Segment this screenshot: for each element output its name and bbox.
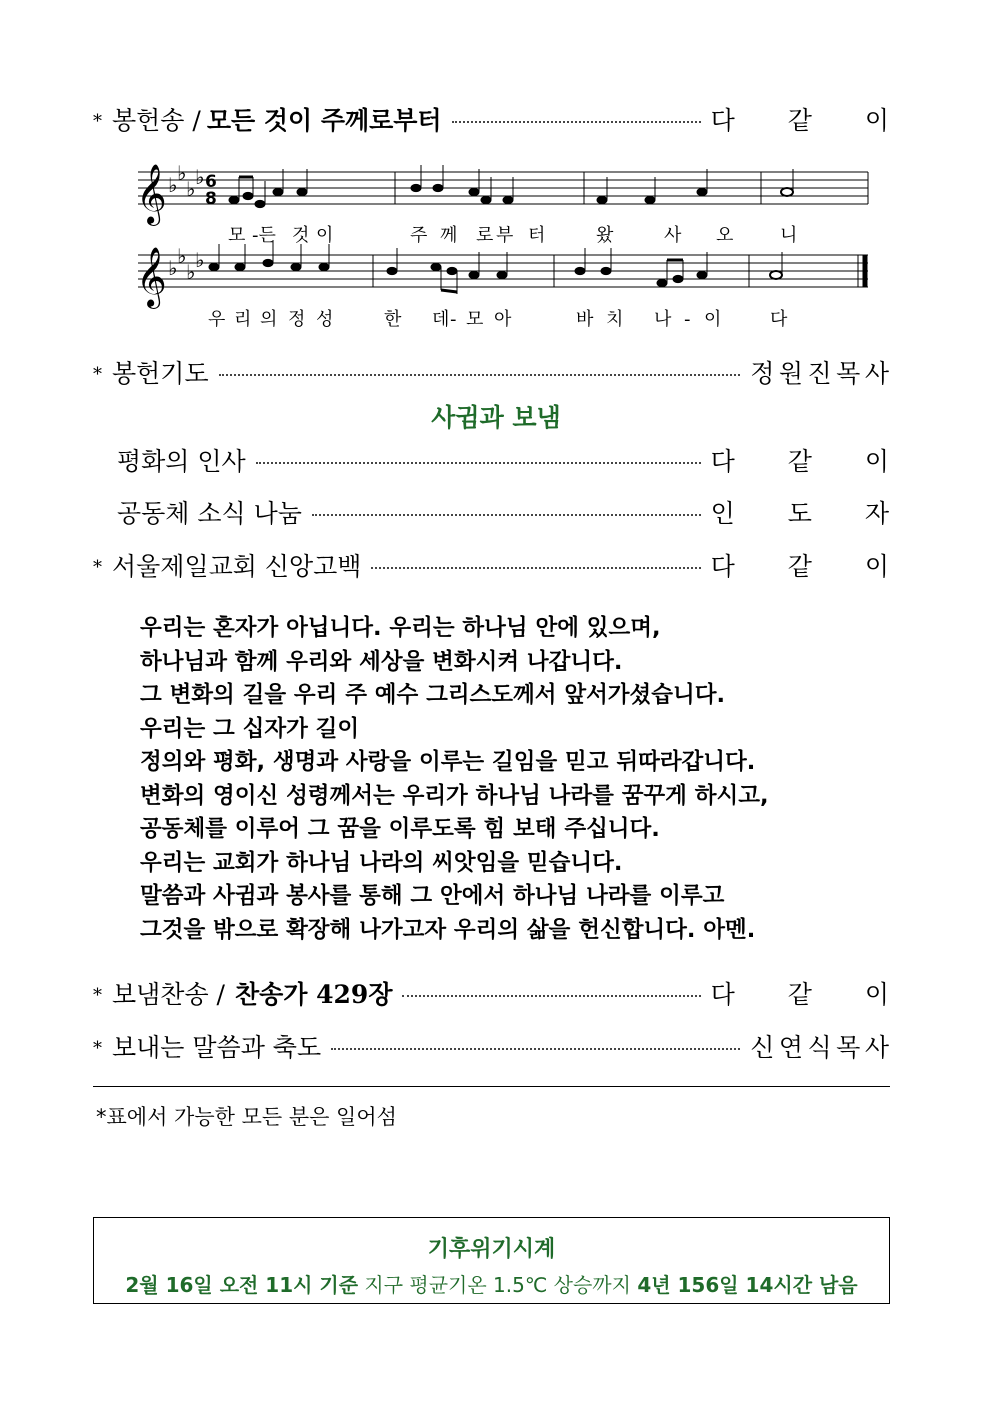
svg-text:바: 바: [576, 309, 594, 330]
svg-text:다: 다: [770, 309, 788, 330]
peace-greeting-label: 평화의 인사: [117, 447, 246, 476]
sending-hymn-left: [93, 975, 392, 1011]
standing-mark: *: [93, 363, 102, 385]
svg-text:성: 성: [316, 309, 334, 330]
svg-text:우: 우: [208, 309, 226, 330]
dot-leader: [312, 514, 701, 516]
sending-hymn-title: 찬송가 429장: [234, 980, 393, 1009]
community-news-row: [93, 494, 912, 530]
offering-song-label: 봉헌송 /: [112, 106, 201, 135]
svg-text:모: 모: [228, 225, 246, 246]
music-score: [130, 155, 875, 335]
peace-greeting-row: [93, 442, 912, 478]
section-title: 사귐과 보냄: [431, 403, 561, 432]
lyrics-line-2: [208, 308, 788, 330]
community-news-label: 공동체 소식 나눔: [117, 499, 302, 528]
svg-text:왔: 왔: [596, 225, 614, 246]
notes-staff-1: [229, 165, 793, 208]
lyrics-line-1: [228, 224, 797, 246]
svg-text:모: 모: [466, 309, 484, 330]
creed-line: 우리는 혼자가 아닙니다. 우리는 하나님 안에 있으며,: [140, 615, 661, 641]
svg-text:한: 한: [384, 309, 402, 330]
offering-song-title: 모든 것이 주께로부터: [206, 106, 442, 135]
creed-line: 우리는 교회가 하나님 나라의 씨앗임을 믿습니다.: [140, 849, 623, 876]
svg-text:의: 의: [260, 309, 278, 330]
dot-leader: [402, 995, 700, 997]
community-news-leader: 인 도 자: [710, 499, 912, 528]
svg-text:나: 나: [654, 309, 672, 330]
notes-staff-2: [209, 240, 782, 294]
dot-leader: [256, 462, 701, 464]
climate-clock-date: 2월 16일 오전 11시 기준: [125, 1273, 359, 1297]
offering-prayer-left: [93, 354, 209, 390]
svg-text:치: 치: [606, 309, 624, 330]
svg-text:니: 니: [780, 225, 798, 246]
offering-song-left: [93, 101, 442, 137]
offering-prayer-label: 봉헌기도: [112, 359, 209, 388]
creed-line: 말씀과 사귐과 봉사를 통해 그 안에서 하나님 나라를 이루고: [140, 883, 725, 909]
svg-text:♭: ♭: [168, 256, 178, 280]
time-signature: [205, 172, 217, 209]
benediction-row: [93, 1028, 894, 1064]
svg-text:♭: ♭: [177, 161, 187, 185]
sending-hymn-leader: 다 같 이: [710, 980, 912, 1009]
benediction-left: [93, 1028, 321, 1064]
svg-text:이: 이: [704, 309, 722, 330]
sending-hymn-row: [93, 975, 912, 1011]
standing-mark: *: [93, 984, 102, 1006]
creed-left: [93, 547, 361, 583]
svg-text:데: 데: [432, 309, 450, 330]
creed-line: 공동체를 이루어 그 꿈을 이루도록 힘 보태 주십니다.: [140, 816, 660, 842]
standing-mark: *: [93, 556, 102, 578]
svg-text:-: -: [450, 309, 457, 330]
svg-text:로: 로: [476, 225, 494, 246]
svg-text:8: 8: [205, 189, 217, 209]
climate-clock-remaining: 4년 156일 14시간 남음: [637, 1273, 858, 1297]
svg-text:터: 터: [528, 225, 546, 246]
creed-line: 정의와 평화, 생명과 사랑을 이루는 길임을 믿고 뒤따라갑니다.: [140, 749, 756, 775]
creed-line: 그것을 밖으로 확장해 나가고자 우리의 삶을 헌신합니다. 아멘.: [140, 916, 756, 943]
dot-leader: [452, 121, 701, 123]
creed-leader: 다 같 이: [710, 552, 912, 581]
benediction-label: 보내는 말씀과 축도: [112, 1033, 322, 1062]
creed-line: 우리는 그 십자가 길이: [140, 715, 360, 742]
climate-clock-text: [94, 1269, 889, 1298]
dot-leader: [371, 567, 700, 569]
svg-text:♭: ♭: [177, 244, 187, 268]
key-signature-1: [168, 161, 204, 201]
offering-prayer-row: [93, 354, 894, 390]
offering-song-leader: 다 같 이: [710, 106, 912, 135]
creed-line: 하나님과 함께 우리와 세상을 변화시켜 나갑니다.: [140, 648, 623, 675]
sending-hymn-label: 보냄찬송 /: [112, 980, 225, 1009]
svg-text:부: 부: [496, 225, 514, 246]
treble-clef-icon: 𝄞: [136, 164, 167, 224]
svg-text:♭: ♭: [195, 165, 205, 189]
key-signature-2: [168, 244, 204, 284]
svg-text:-든: -든: [252, 225, 276, 246]
svg-text:께: 께: [440, 225, 458, 246]
svg-text:사: 사: [664, 225, 682, 246]
standing-mark: *: [93, 1037, 102, 1059]
standing-note: *표에서 가능한 모든 분은 일어섬: [96, 1105, 397, 1129]
creed-text: [140, 612, 769, 947]
offering-prayer-leader: 정원진목사: [750, 359, 894, 388]
svg-text:이: 이: [316, 225, 334, 246]
creed-row: [93, 547, 912, 583]
climate-clock-middle: 지구 평균기온 1.5℃ 상승까지: [358, 1273, 638, 1297]
dot-leader: [219, 374, 741, 376]
divider: [93, 1086, 890, 1087]
svg-text:오: 오: [716, 225, 734, 246]
benediction-leader: 신연식목사: [750, 1033, 894, 1062]
standing-mark: *: [93, 110, 102, 132]
svg-text:리: 리: [234, 309, 252, 330]
climate-clock-title: 기후위기시계: [427, 1237, 556, 1262]
svg-text:정: 정: [288, 309, 306, 330]
svg-text:♭: ♭: [186, 260, 196, 284]
treble-clef-icon: 𝄞: [136, 247, 167, 307]
creed-line: 그 변화의 길을 우리 주 예수 그리스도께서 앞서가셨습니다.: [140, 682, 726, 708]
svg-text:주: 주: [410, 225, 428, 246]
peace-greeting-leader: 다 같 이: [710, 447, 912, 476]
svg-text:아: 아: [494, 309, 512, 330]
svg-text:6: 6: [205, 172, 217, 192]
svg-text:것: 것: [292, 225, 310, 246]
creed-line: 변화의 영이신 성령께서는 우리가 하나님 나라를 꿈꾸게 하시고,: [140, 782, 769, 809]
svg-text:-: -: [684, 309, 691, 330]
svg-text:♭: ♭: [186, 177, 196, 201]
svg-text:♭: ♭: [168, 173, 178, 197]
offering-song-row: [93, 101, 912, 137]
svg-text:♭: ♭: [195, 248, 205, 272]
creed-label: 서울제일교회 신앙고백: [112, 552, 362, 581]
dot-leader: [331, 1048, 740, 1050]
climate-clock-box: [93, 1217, 890, 1304]
